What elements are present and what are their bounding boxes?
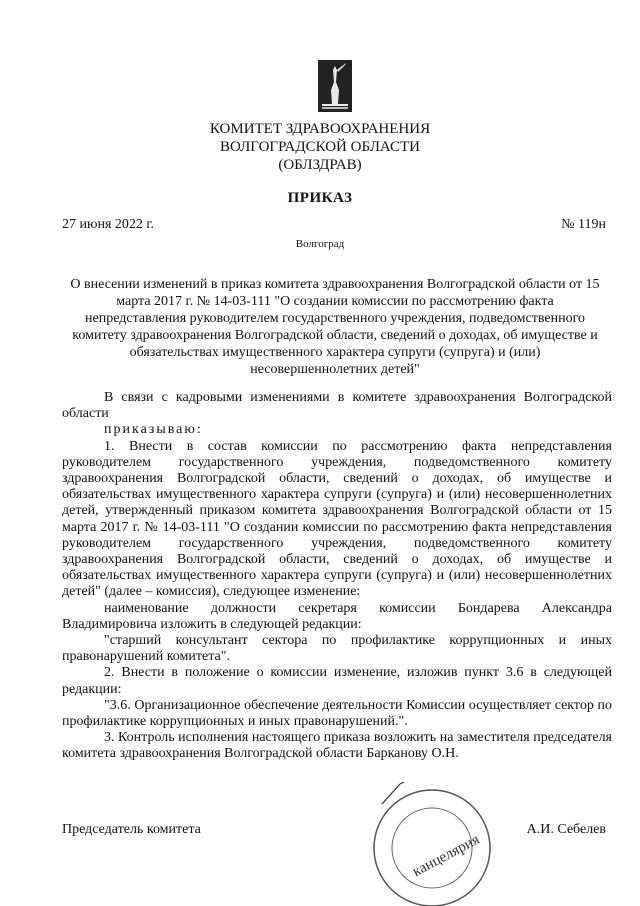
body-paragraph: наименование должности секретаря комиссии Бондарева Александра Владимировича изложить в следующей редакции: [62,600,612,632]
org-name-line2: ВОЛГОГРАДСКОЙ ОБЛАСТИ [220,139,420,155]
body-paragraph: "3.6. Организационное обеспечение деятельности Комиссии осуществляет сектор по профилактике коррупционных и иных правонарушений.". [62,697,612,730]
document-city: Волгоград [295,238,345,250]
body-paragraph: 2. Внести в положение о комиссии изменение, изложив пункт 3.6 в следующей редакции: [62,665,612,697]
body-paragraph: 1. Внести в состав комиссии по рассмотрению факта непредставления руководителем государственного учреждения, подведомственного комитету здравоохранения Волгоградской области, сведений о доходах, об имуществе и обязательствах имущественного характера супруги (супруга) и (или) несовершеннолетних детей, утвержденный приказом комитета здравоохранения Волгоградской области от 15 марта 2017 г. № 14-03-111 "О создании комиссии по рассмотрению факта непредставления руководителем государственного учреждения, подведомственного комитету здравоохранения Волгоградской области, сведений о доходах, об имуществе и обязательствах имущественного характера супруги (супруга) и (или) несовершеннолетних детей" (далее – комиссия), следующее изменение: [62,438,612,600]
body-paragraph: "старший консультант сектора по профилактике коррупционных и иных правонарушений комитета". [62,633,612,665]
document-subject: О внесении изменений в приказ комитета здравоохранения Волгоградской области от 15 марта 2017 г. № 14-03-111 "О создании комиссии по рассмотрению факта непредставления руководителем государственного учреждения, подведомственного комитету здравоохранения Волгоградской области, сведений о доходах, об имуществе и обязательствах имущественного характера супруги (супруга) и (или) несовершеннолетних детей" [70,277,600,377]
document-date: 27 июня 2022 г. [62,217,155,232]
document-number: № 119н [561,217,606,232]
organization-header [0,120,640,174]
org-name-line3: (ОБЛЗДРАВ) [278,157,362,173]
volgograd-emblem-icon [318,60,352,112]
signatory-name: А.И. Себелев [526,822,606,837]
body-paragraph: 3. Контроль исполнения настоящего приказа возложить на заместителя председателя комитета здравоохранения Волгоградской области Барканову О.Н. [62,730,612,762]
org-name-line1: КОМИТЕТ ЗДРАВООХРАНЕНИЯ [209,121,431,137]
document-body [62,390,612,763]
order-word: приказываю: [104,422,203,438]
body-paragraph: В связи с кадровыми изменениями в комитете здравоохранения Волгоградской области [62,390,612,422]
signatory-position: Председатель комитета [62,822,201,837]
stamp-label: канцелярия [409,831,483,881]
handwritten-signature-icon [378,778,408,808]
document-type-title: ПРИКАЗ [287,190,353,206]
